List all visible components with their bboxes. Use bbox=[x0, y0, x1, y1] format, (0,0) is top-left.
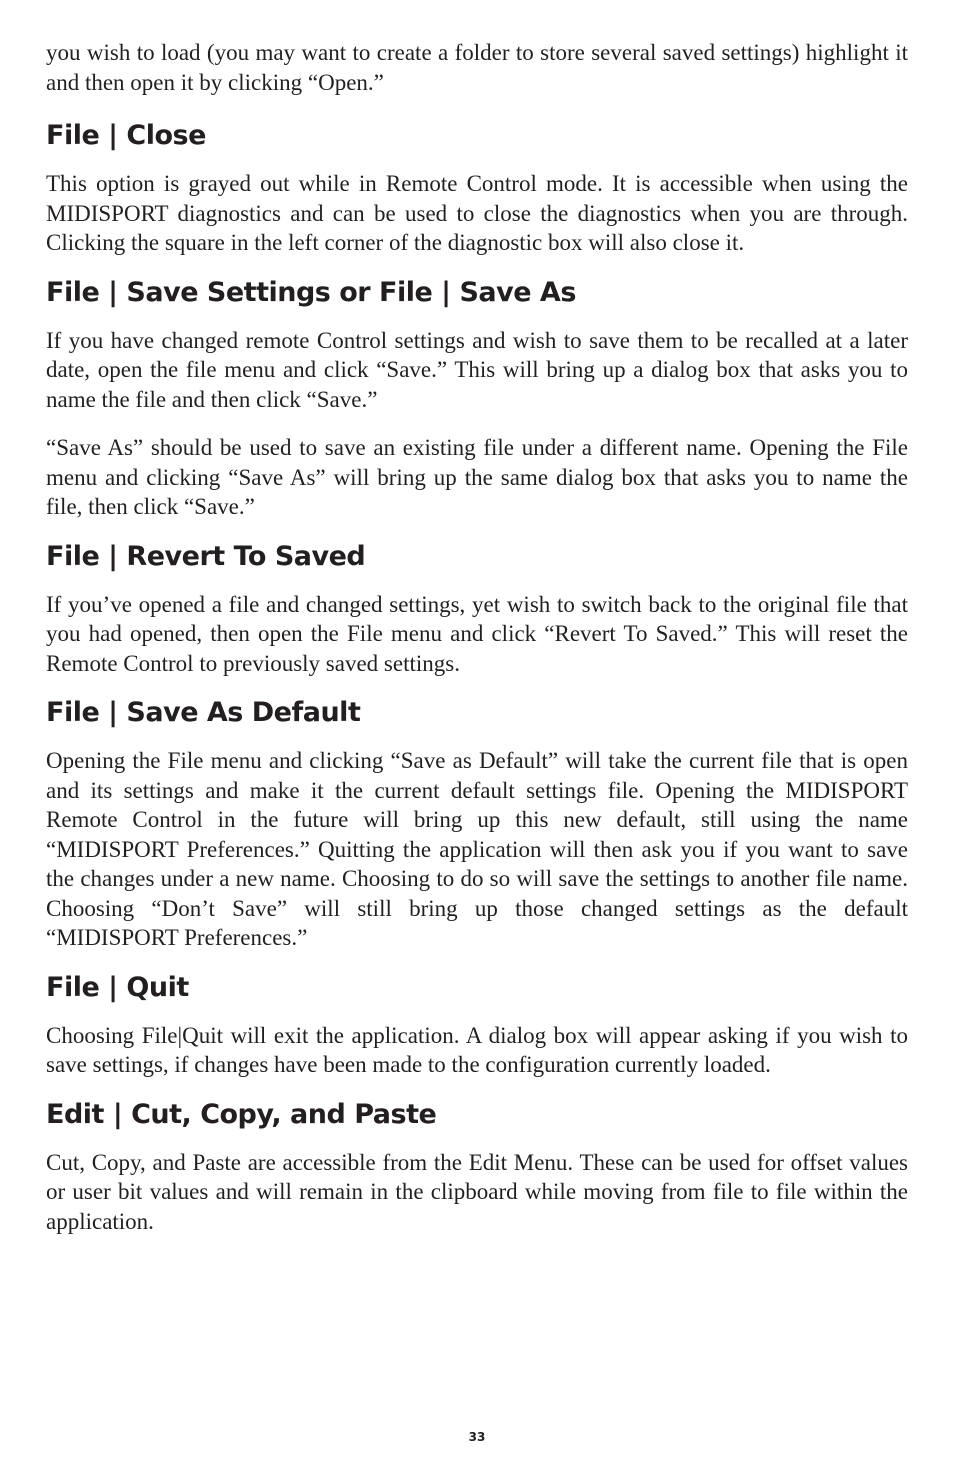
section-heading: File | Revert To Saved bbox=[46, 540, 366, 572]
section-heading: File | Save As Default bbox=[46, 697, 361, 728]
section-file-close bbox=[46, 119, 908, 258]
intro-paragraph: you wish to load (you may want to create a folder to store several saved settings) highlight it and then open it by clicking “Open.” bbox=[46, 40, 908, 95]
section-paragraph: Choosing File|Quit will exit the application. A dialog box will appear asking if you wish to save settings, if changes have been made to the configuration currently loaded. bbox=[46, 1022, 908, 1077]
section-file-save-as-default bbox=[46, 696, 908, 953]
page-number: 33 bbox=[468, 1430, 486, 1444]
section-paragraph: If you’ve opened a file and changed settings, yet wish to switch back to the original file that you had opened, then open the File menu and click “Revert To Saved.” This will reset the Remote Control to previously saved settings. bbox=[46, 591, 908, 676]
section-edit-cut-copy-paste bbox=[46, 1098, 908, 1237]
section-file-revert-to-saved bbox=[46, 540, 908, 679]
section-file-quit bbox=[46, 971, 908, 1080]
section-heading: Edit | Cut, Copy, and Paste bbox=[46, 1098, 437, 1130]
section-heading: File | Quit bbox=[46, 971, 189, 1003]
section-heading: File | Save Settings or File | Save As bbox=[46, 276, 576, 308]
section-file-save-settings bbox=[46, 276, 908, 522]
section-paragraph: Cut, Copy, and Paste are accessible from the Edit Menu. These can be used for offset values or user bit values and will remain in the clipboard while moving from file to file within the application. bbox=[46, 1149, 908, 1234]
section-paragraph: Opening the File menu and clicking “Save as Default” will take the current file that is open and its settings and make it the current default settings file. Opening the MIDISPORT Remote Control in the future will bring up this new default, still using the name “MIDISPORT Preferences.” Quitting the application will then ask you if you want to save the changes under a new name. Choosing to do so will save the settings to another file name. Choosing “Don’t Save” will still bring up those changed settings as the default “MIDISPORT Preferences.” bbox=[46, 748, 908, 950]
section-heading: File | Close bbox=[46, 120, 206, 151]
section-paragraph: If you have changed remote Control settings and wish to save them to be recalled at a later date, open the file menu and click “Save.” This will bring up a dialog box that asks you to name the file and then click “Save.” bbox=[46, 327, 908, 412]
manual-page bbox=[46, 38, 908, 1254]
section-paragraph: This option is grayed out while in Remote Control mode. It is accessible when using the MIDISPORT diagnostics and can be used to close the diagnostics when you are through. Clicking the square in the left corner of the diagnostic box will also close it. bbox=[46, 171, 908, 255]
section-paragraph: “Save As” should be used to save an existing file under a different name. Opening the File menu and clicking “Save As” will bring up the same dialog box that asks you to name the file, then click “Save.” bbox=[46, 435, 908, 519]
